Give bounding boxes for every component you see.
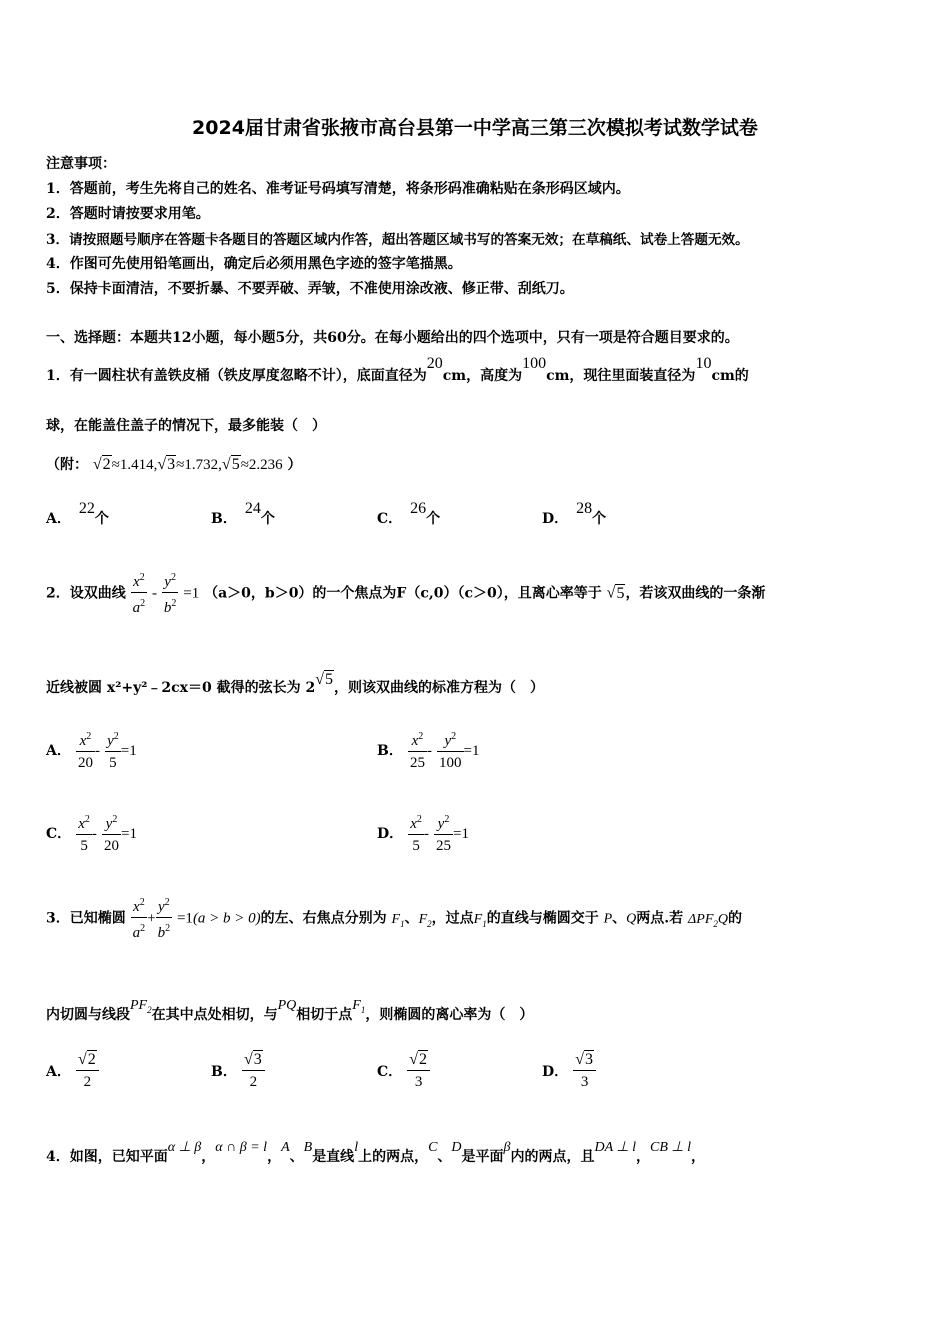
notice-item: 3．请按照题号顺序在答题卡各题目的答题区域内作答，超出答题区域书写的答案无效；在草稿纸、试卷上答题无效。 (46, 232, 749, 248)
point-c: C (428, 1140, 438, 1155)
da-perp-l: DA ⊥ l (594, 1140, 637, 1155)
q3-text: ，过点 (431, 910, 474, 927)
q2-condition: （a＞0，b＞0）的一个焦点为F（c,0）（c＞0），且离心率等于 (204, 585, 602, 602)
q2-option-b[interactable] (377, 727, 480, 774)
notice-item: 5．保持卡面清洁，不要折暴、不要弄破、弄皱，不准使用涂改液、修正带、刮纸刀。 (46, 281, 574, 297)
point-d: D (451, 1140, 462, 1155)
option-label: C． (377, 1064, 403, 1080)
hint-value: ≈2.236 (240, 457, 283, 473)
option-fraction: $\frac{√3}{2}$ (242, 1050, 265, 1093)
q4-text: 是直线 (312, 1149, 355, 1165)
option-label: A． (46, 511, 71, 527)
hyperbola-x-term: $\frac{x^2}{a^2}$ (131, 568, 148, 619)
option-unit: 个 (592, 511, 607, 527)
point-q: Q (626, 911, 637, 927)
q2-option-c[interactable] (46, 810, 137, 857)
q3-text: 、 (404, 910, 419, 927)
comma: ， (267, 1149, 282, 1165)
comma: ， (691, 1149, 706, 1165)
option-unit: 个 (426, 511, 441, 527)
option-x-term: $\frac{x^2}{5}$ (76, 810, 92, 857)
equals-one: =1 (121, 826, 137, 842)
q1-option-c[interactable] (377, 500, 441, 528)
hint-value: ≈1.414, (111, 457, 158, 473)
q2-option-a[interactable] (46, 727, 137, 774)
option-label: B． (211, 511, 237, 527)
sqrt-5: √5 (315, 671, 333, 688)
section-heading: 一、选择题：本题共12小题，每小题5分，共60分。在每小题给出的四个选项中，只有一项是符合题目要求的。 (46, 330, 739, 346)
q1-option-a[interactable] (46, 500, 109, 528)
separator: 、 (437, 1149, 452, 1165)
option-label: B． (377, 743, 403, 759)
option-label: A． (46, 743, 71, 759)
segment-pq: PQ (277, 998, 297, 1013)
question-4-line-1 (46, 1140, 706, 1166)
question-2-line-1 (46, 568, 765, 619)
q2-text: 2．设双曲线 (46, 585, 126, 602)
q3-text: 的左、右焦点分别为 (260, 910, 387, 927)
page-title: 2024届甘肃省张掖市高台县第一中学高三第三次模拟考试数学试卷 (192, 117, 758, 139)
q2-text: ，若该双曲线的一条渐 (625, 585, 766, 602)
minus-sign: - (152, 585, 157, 602)
option-unit: 个 (94, 511, 109, 527)
option-x-term: $\frac{x^2}{20}$ (76, 727, 95, 774)
q3-option-a[interactable] (46, 1050, 99, 1093)
q4-text: 上的两点， (358, 1149, 429, 1165)
option-x-term: $\frac{x^2}{25}$ (408, 727, 427, 774)
sqrt-2: √2 (92, 456, 111, 473)
option-label: D． (542, 511, 569, 527)
q3-option-c[interactable] (377, 1050, 430, 1093)
comma: ， (201, 1149, 216, 1165)
q1-text: 1．有一圆柱状有盖铁皮桶（铁皮厚度忽略不计），底面直径为 (46, 368, 427, 384)
minus-sign: - (423, 826, 429, 842)
q2-text: ，则该双曲线的标准方程为（ ） (333, 680, 544, 696)
separator: 、 (612, 910, 627, 927)
point-b: B (303, 1140, 313, 1155)
plane-intersection: α ∩ β = l (215, 1140, 268, 1155)
q3-text: 3．已知椭圆 (46, 910, 126, 927)
option-value: 28 (576, 500, 593, 517)
minus-sign: - (94, 743, 100, 759)
perpendicular-planes: α ⊥ β (167, 1140, 202, 1155)
question-3-line-1: 3．已知椭圆 $\frac{x^2}{a^2}$ + $\frac{y^2}{b^2}$ =1(a > b > 0)的左、右焦点分别为 $F_1$、$F_2$，过点$F_1$的直线与椭圆交于 P、Q两点.若 $\Delta PF_2Q$的 (46, 893, 742, 944)
q1-height: 100 (522, 355, 547, 372)
option-y-term: $\frac{y^2}{5}$ (105, 727, 121, 774)
f1-symbol: $F_1$ (391, 911, 405, 929)
equals-one: =1 (463, 743, 480, 759)
point-p: P (603, 911, 613, 927)
q3-text: 相切于点 (296, 1007, 353, 1023)
q2-option-d[interactable] (377, 810, 469, 857)
hint-open: （附： (46, 457, 88, 473)
option-value: 22 (78, 500, 95, 517)
question-1-line-2: 球，在能盖住盖子的情况下，最多能装（ ） (46, 418, 326, 434)
minus-sign: - (426, 743, 432, 759)
q3-condition: (a > b > 0) (192, 910, 261, 927)
q1-text: cm，高度为 (442, 368, 523, 384)
q1-option-d[interactable] (542, 500, 607, 528)
question-3-line-2 (46, 998, 534, 1025)
option-label: C． (46, 826, 72, 842)
q1-ball-diameter: 10 (695, 355, 712, 372)
equals-one: =1 (183, 585, 200, 602)
notice-item: 4．作图可先使用铅笔画出，确定后必须用黑色字迹的签字笔描黑。 (46, 256, 462, 272)
option-fraction: $\frac{√2}{3}$ (407, 1050, 430, 1093)
option-y-term: $\frac{y^2}{100}$ (437, 727, 464, 774)
ellipse-y-term: $\frac{y^2}{b^2}$ (156, 893, 173, 944)
sqrt-5: √5 (606, 584, 625, 602)
q4-text: 4．如图，已知平面 (46, 1149, 168, 1165)
q3-text: 两点.若 (636, 910, 684, 927)
question-1-line-1 (46, 355, 749, 385)
option-fraction: $\frac{√2}{2}$ (76, 1050, 99, 1093)
q1-text: cm，现往里面装直径为 (546, 368, 696, 384)
q4-text: 是平面 (461, 1149, 504, 1165)
q3-text: ，则椭圆的离心率为（ ） (365, 1007, 534, 1023)
sqrt-3: √3 (157, 456, 176, 473)
option-label: D． (542, 1064, 569, 1080)
triangle-symbol: $\Delta PF_2Q$ (688, 911, 728, 929)
q3-option-d[interactable] (542, 1050, 596, 1093)
option-label: A． (46, 1064, 71, 1080)
comma: ， (636, 1149, 651, 1165)
hint-close: ） (287, 457, 302, 473)
plane-beta: β (503, 1140, 511, 1155)
f2-symbol: $F_2$ (418, 911, 432, 929)
q2-text: 近线被圆 x²+y²﹣2cx＝0 截得的弦长为 2 (46, 680, 316, 696)
option-value: 26 (410, 500, 427, 517)
f1-symbol: $F_1$ (473, 911, 487, 929)
hyperbola-y-term: $\frac{y^2}{b^2}$ (162, 568, 179, 619)
option-y-term: $\frac{y^2}{25}$ (434, 810, 453, 857)
equals-one: =1 (176, 910, 193, 927)
q1-option-b[interactable] (211, 500, 275, 528)
point-f1: $F_1$ (352, 998, 366, 1015)
q4-text: 内的两点，且 (510, 1149, 595, 1165)
ellipse-x-term: $\frac{x^2}{a^2}$ (131, 893, 148, 944)
hint-value: ≈1.732, (176, 457, 222, 473)
option-label: B． (211, 1064, 237, 1080)
line-l: l (354, 1140, 359, 1155)
option-value: 24 (244, 500, 261, 517)
question-2-line-2 (46, 671, 544, 697)
q1-text: cm的 (711, 368, 749, 384)
point-a: A (281, 1140, 290, 1155)
option-label: D． (377, 826, 404, 842)
option-unit: 个 (260, 511, 275, 527)
q3-text: 的 (728, 910, 742, 927)
notice-item: 2．答题时请按要求用笔。 (46, 206, 210, 222)
q3-text: 内切圆与线段 (46, 1007, 130, 1023)
option-y-term: $\frac{y^2}{20}$ (102, 810, 121, 857)
question-1-hint (46, 454, 302, 474)
notice-heading: 注意事项： (46, 156, 116, 172)
option-label: C． (377, 511, 403, 527)
option-x-term: $\frac{x^2}{5}$ (408, 810, 424, 857)
q3-text: 的直线与椭圆交于 (486, 910, 599, 927)
equals-one: =1 (453, 826, 469, 842)
cb-perp-l: CB ⊥ l (650, 1140, 692, 1155)
separator: 、 (289, 1149, 304, 1165)
equals-one: =1 (120, 743, 137, 759)
segment-pf2: $PF_2$ (130, 998, 152, 1015)
q1-diameter: 20 (426, 355, 443, 372)
sqrt-5: √5 (221, 456, 240, 473)
q3-option-b[interactable] (211, 1050, 265, 1093)
q3-text: 在其中点处相切，与 (151, 1007, 278, 1023)
notice-item: 1．答题前，考生先将自己的姓名、准考证号码填写清楚，将条形码准确粘贴在条形码区域内。 (46, 181, 630, 197)
minus-sign: - (91, 826, 97, 842)
option-fraction: $\frac{√3}{3}$ (573, 1050, 596, 1093)
